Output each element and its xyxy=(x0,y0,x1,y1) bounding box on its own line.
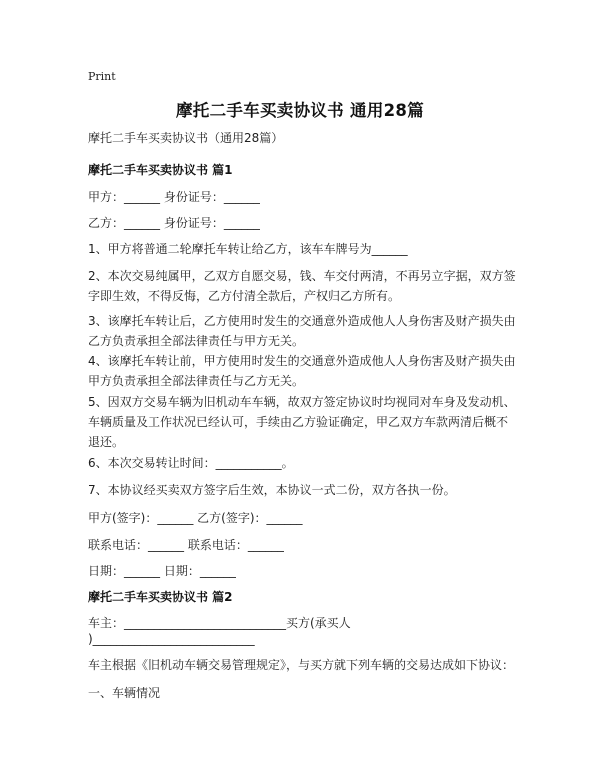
section-2-heading: 摩托二手车买卖协议书 篇2 xyxy=(88,590,233,604)
party-b-line: 乙方：______ 身份证号：______ xyxy=(88,216,260,230)
clause-4: 4、该摩托车转让前，甲方使用时发生的交通意外造成他人人身伤害及财产损失由甲方负责承担全部法律责任与乙方无关。 xyxy=(88,354,516,388)
buyer-continuation-line: )___________________________ xyxy=(88,632,255,646)
date-line: 日期：______ 日期：______ xyxy=(88,564,236,578)
party-a-line: 甲方：______ 身份证号：______ xyxy=(88,190,260,204)
clause-2: 2、本次交易纯属甲，乙双方自愿交易，钱、车交付两清，不再另立字据，双方签字即生效，不得反悔，乙方付清全款后，产权归乙方所有。 xyxy=(88,269,516,303)
document-title: 摩托二手车买卖协议书 通用28篇 xyxy=(175,101,424,120)
signature-line: 甲方(签字)：______ 乙方(签字)：______ xyxy=(88,511,303,525)
agreement-intro: 车主根据《旧机动车辆交易管理规定》，与买方就下列车辆的交易达成如下协议： xyxy=(88,658,515,672)
phone-line: 联系电话：______ 联系电话：______ xyxy=(88,538,284,552)
clause-3: 3、该摩托车转让后，乙方使用时发生的交通意外造成他人人身伤害及财产损失由乙方负责承担全部法律责任与甲方无关。 xyxy=(88,314,516,348)
clause-6: 6、本次交易转让时间：___________。 xyxy=(88,456,294,470)
clause-7: 7、本协议经买卖双方签字后生效，本协议一式二份，双方各执一份。 xyxy=(88,483,456,497)
clause-1: 1、甲方将普通二轮摩托车转让给乙方，该车车牌号为______ xyxy=(88,242,408,256)
section-1-heading: 摩托二手车买卖协议书 篇1 xyxy=(88,163,233,177)
vehicle-info-heading: 一、车辆情况 xyxy=(88,686,161,700)
clause-5: 5、因双方交易车辆为旧机动车车辆，故双方签定协议时均视同对车身及发动机、车辆质量及工作状况已经认可，手续由乙方验证确定，甲乙双方车款两清后概不退还。 xyxy=(88,395,516,449)
owner-buyer-line: 车主：___________________________买方(承买人 xyxy=(88,616,351,630)
document-subtitle: 摩托二手车买卖协议书（通用28篇） xyxy=(88,131,284,145)
print-label: Print xyxy=(88,70,116,83)
